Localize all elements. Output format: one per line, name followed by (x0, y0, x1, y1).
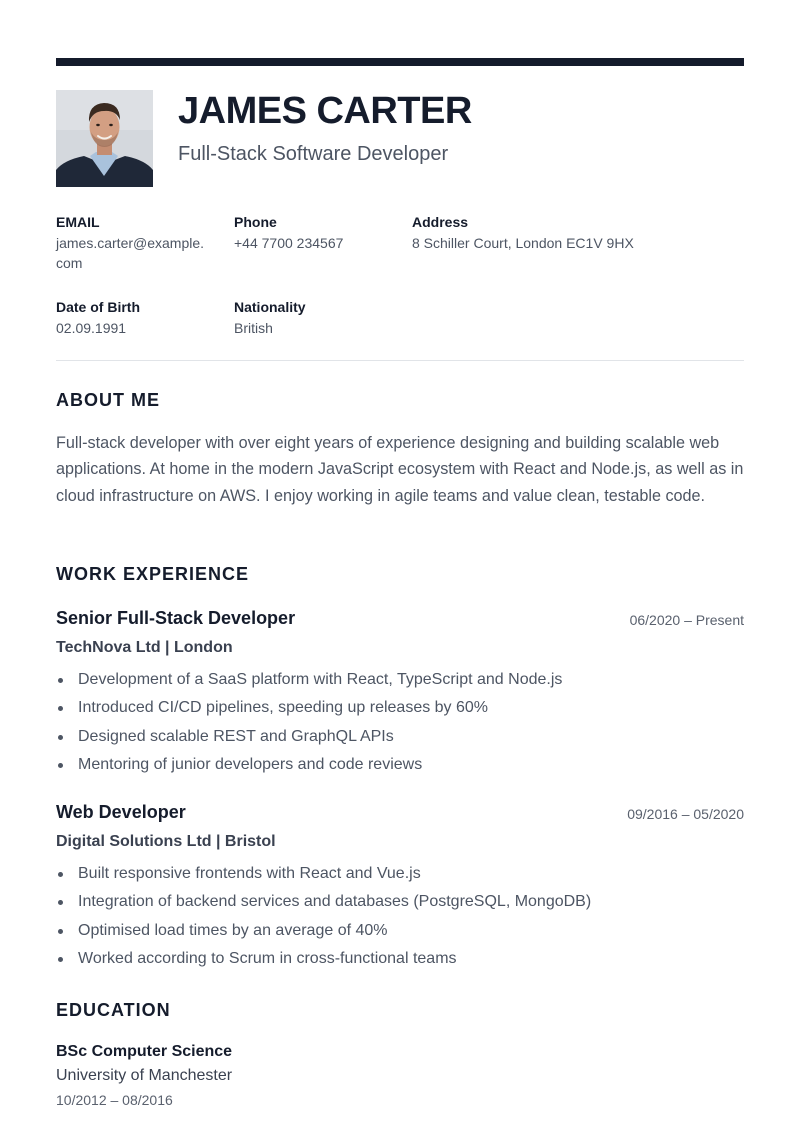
candidate-name: JAMES CARTER (178, 90, 472, 132)
list-item: Introduced CI/CD pipelines, speeding up releases by 60% (56, 694, 746, 722)
list-item: Worked according to Scrum in cross-functional teams (56, 945, 746, 973)
profile-photo (56, 90, 153, 187)
phone-value: +44 7700 234567 (234, 235, 344, 251)
list-item: Built responsive frontends with React and Vue.js (56, 860, 746, 888)
list-item: Mentoring of junior developers and code reviews (56, 751, 746, 779)
header-accent-bar (56, 58, 744, 66)
section-divider (56, 360, 744, 361)
list-item: Designed scalable REST and GraphQL APIs (56, 723, 746, 751)
list-item: Optimised load times by an average of 40% (56, 917, 746, 945)
contact-nationality (234, 298, 394, 338)
nationality-label: Nationality (234, 299, 306, 315)
email-label: EMAIL (56, 214, 100, 230)
job-company: TechNova Ltd | London (56, 639, 233, 656)
address-value: 8 Schiller Court, London EC1V 9HX (412, 235, 634, 251)
education-section-title: EDUCATION (56, 1000, 171, 1020)
job-bullet-list (56, 666, 746, 779)
education-degree: BSc Computer Science (56, 1043, 233, 1060)
phone-label: Phone (234, 214, 277, 230)
email-value: james.carter@example.com (56, 235, 205, 271)
experience-section-title: WORK EXPERIENCE (56, 564, 250, 584)
list-item: Development of a SaaS platform with React, TypeScript and Node.js (56, 666, 746, 694)
education-school: University of Manchester (56, 1067, 233, 1084)
list-item: Integration of backend services and databases (PostgreSQL, MongoDB) (56, 888, 746, 916)
address-label: Address (412, 214, 469, 230)
dob-label: Date of Birth (56, 299, 140, 315)
job-title: Senior Full-Stack Developer (56, 608, 296, 628)
dob-value: 02.09.1991 (56, 320, 127, 336)
contact-phone (234, 213, 404, 253)
contact-email (56, 213, 206, 273)
job-dates: 06/2020 – Present (629, 612, 744, 628)
education-dates: 10/2012 – 08/2016 (56, 1092, 173, 1108)
profile-photo-image (56, 90, 153, 187)
nationality-value: British (234, 320, 273, 336)
contact-address (412, 213, 712, 253)
candidate-job-title: Full-Stack Software Developer (178, 143, 449, 165)
about-text: Full-stack developer with over eight years of experience designing and building scalable web applications. At home in the modern JavaScript ecosystem with React and Node.js, as well as in cloud infrastructure on AWS. I enjoy working in agile teams and value clean, testable code. (56, 434, 744, 505)
about-section-title: ABOUT ME (56, 390, 160, 410)
job-title: Web Developer (56, 802, 186, 822)
job-dates: 09/2016 – 05/2020 (627, 806, 744, 822)
job-bullet-list (56, 860, 746, 973)
contact-date-of-birth (56, 298, 216, 338)
job-company: Digital Solutions Ltd | Bristol (56, 833, 276, 850)
